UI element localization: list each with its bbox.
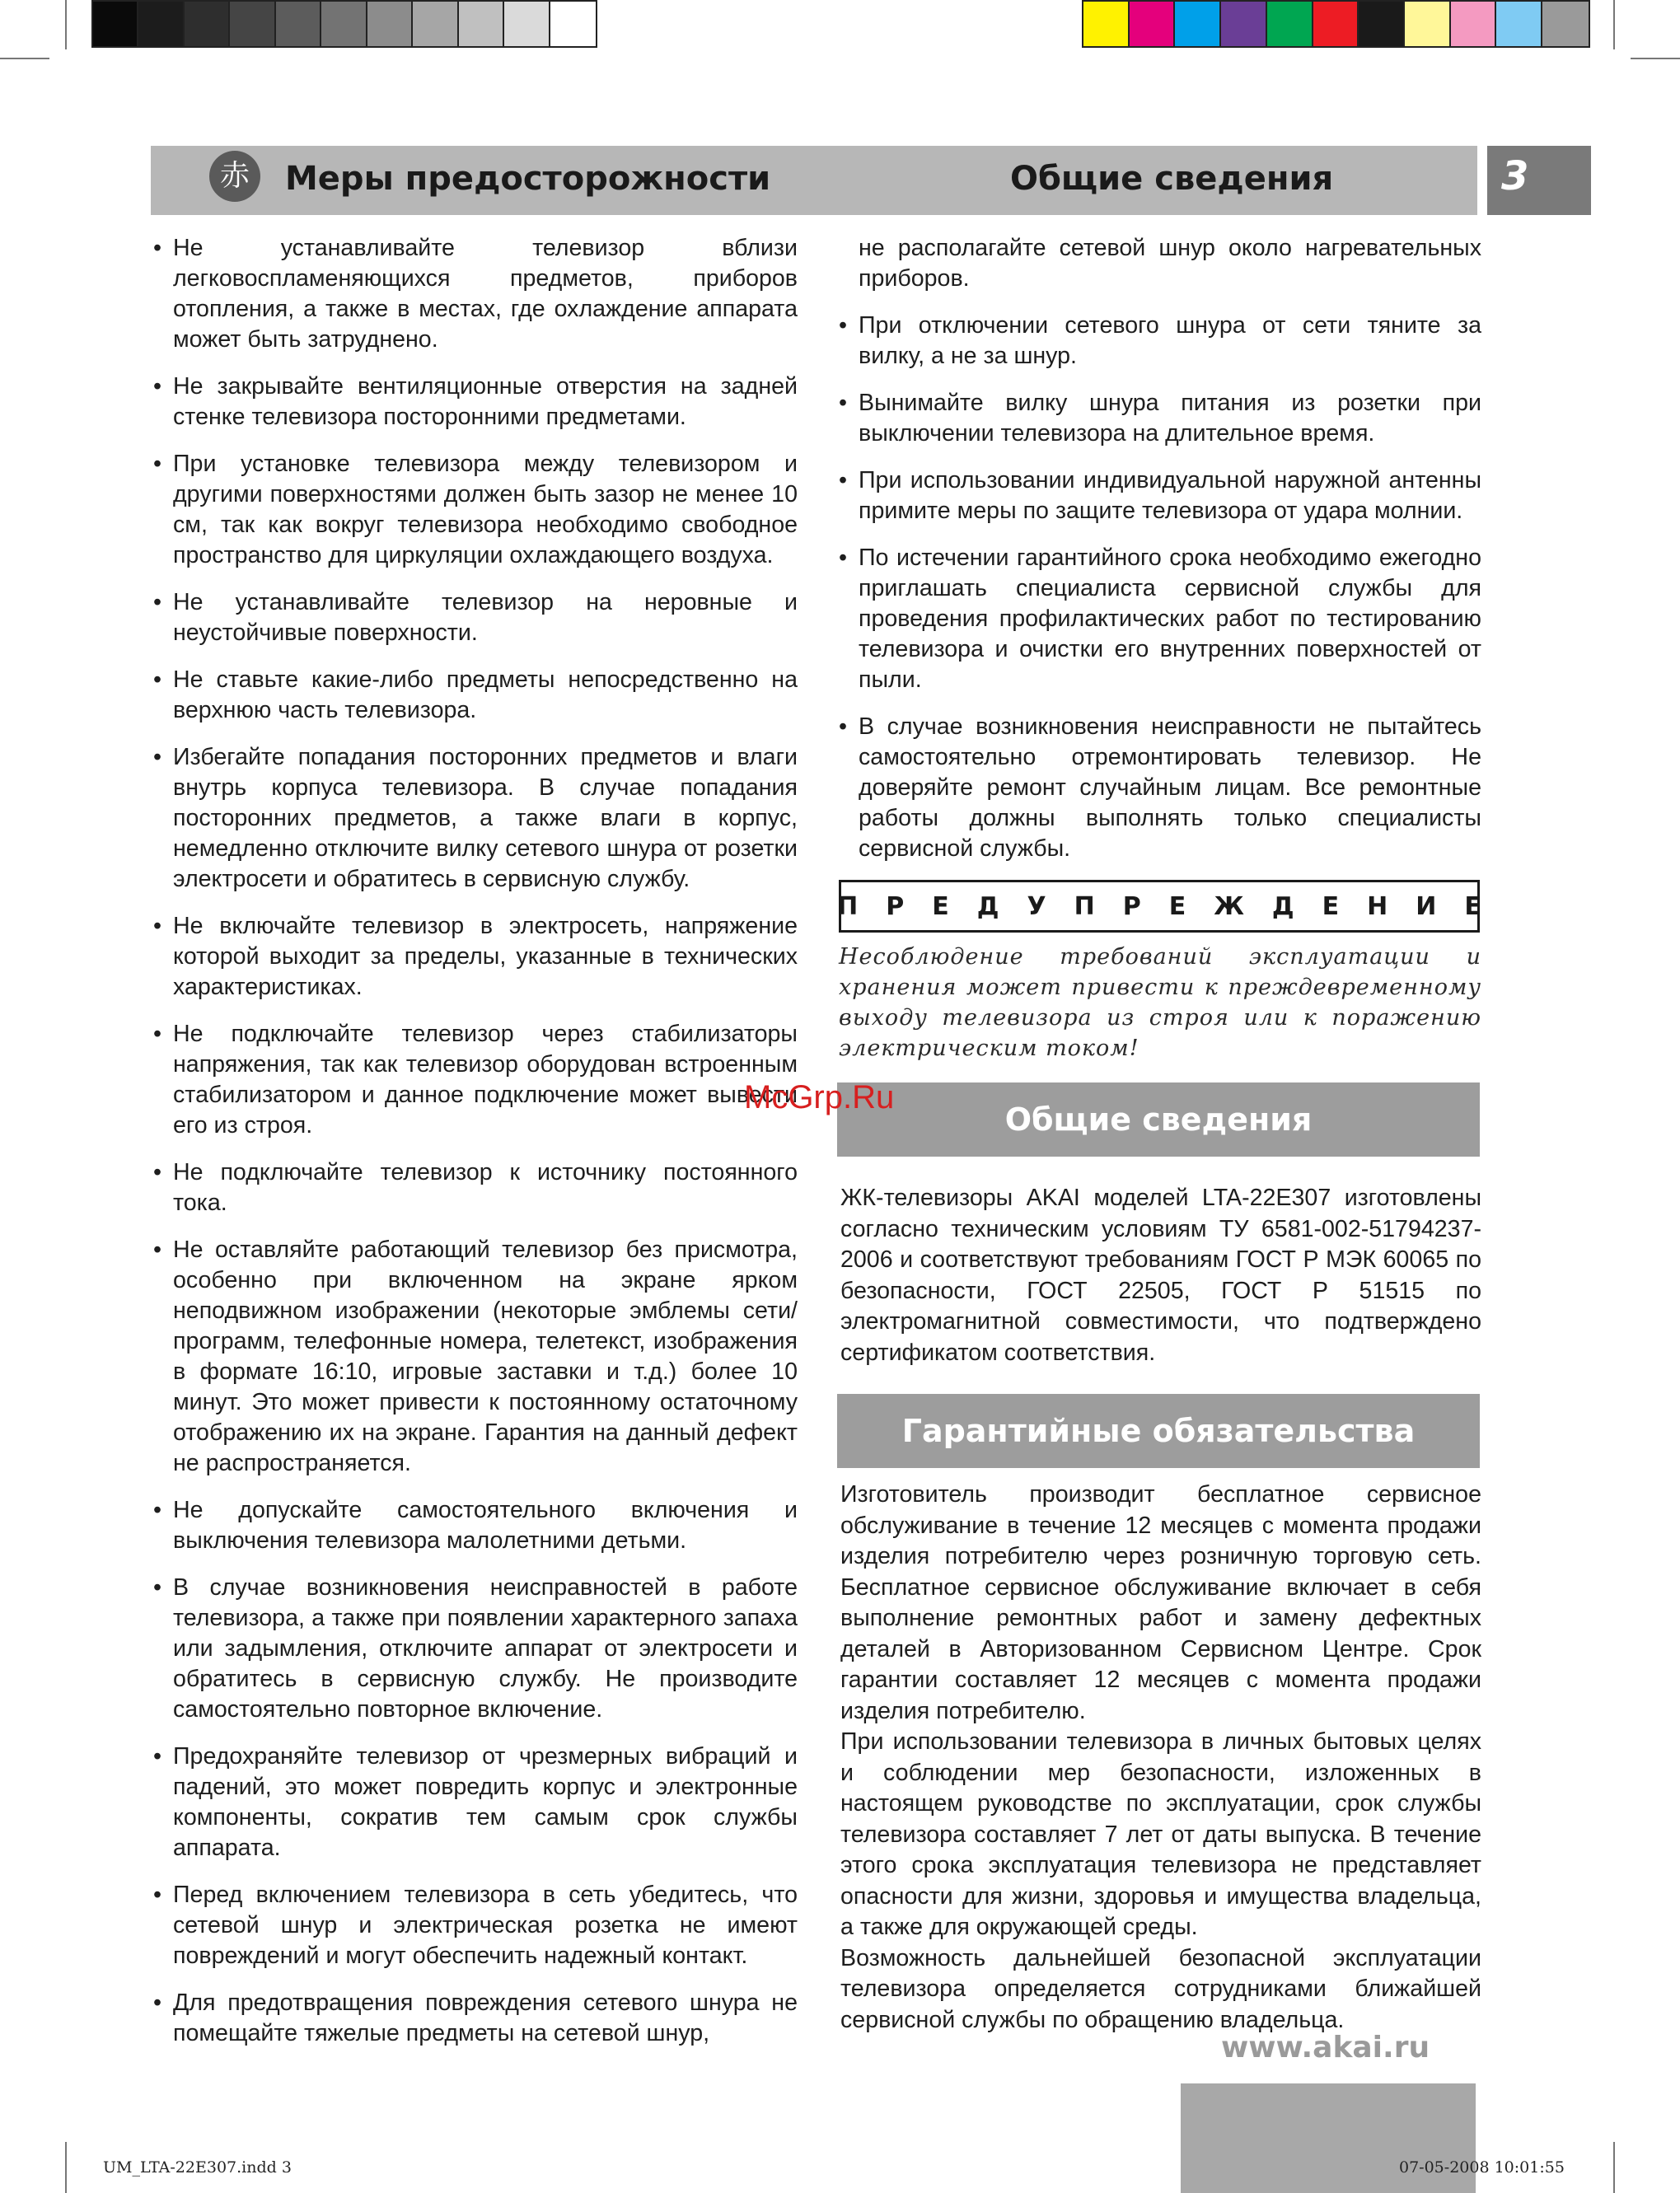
color-calibration-bar <box>1082 0 1590 48</box>
section-title-general: Общие сведения <box>1010 160 1334 198</box>
color-swatch <box>93 2 138 46</box>
list-item-continuation: не располагайте сетевой шнур около нагревательных приборов. <box>859 235 1481 292</box>
warranty-paragraph: Возможность дальнейшей безопасной эксплуатации телевизора определяется сотрудниками ближайшей сервисной службы по обращению владельца. <box>840 1944 1481 2033</box>
color-swatch <box>1130 2 1176 46</box>
warranty-text <box>840 1480 1481 2036</box>
warranty-band <box>837 1394 1480 1468</box>
warranty-paragraph: При использовании телевизора в личных бытовых целях и соблюдении мер безопасности, изложенных в настоящем руководстве по эксплуатации, срок службы телевизора составляет 7 лет от даты выпуска. В течение этого срока эксплуатация телевизора не представляет опасности для жизни, здоровья и имущества владельца, а также для окружающей среды. <box>840 1728 1481 1940</box>
warranty-paragraph: Изготовитель производит бесплатное сервисное обслуживание в течение 12 месяцев с момента продажи изделия потребителю через розничную торговую сеть. Бесплатное сервисное обслуживание включает в себя выполнение ремонтных работ и замену дефектных деталей в Авторизованном Сервисном Центре. Срок гарантии составляет 12 месяцев с момента продажи изделия потребителю. <box>840 1481 1481 1724</box>
color-swatch <box>185 2 230 46</box>
warning-text: Несоблюдение требований эксплуатации и хранения может привести к преждевременному выходу телевизора из строя или к поражению электрическим током! <box>839 944 1481 1061</box>
page-number: 3 <box>1501 153 1529 199</box>
list-item: • Вынимайте вилку шнура питания из розетки при выключении телевизора на длительное время. <box>839 390 1481 447</box>
color-swatch <box>413 2 458 46</box>
color-swatch <box>1542 2 1589 46</box>
color-swatch <box>1175 2 1221 46</box>
color-swatch <box>550 2 596 46</box>
list-item: • Для предотвращения повреждения сетевого шнура не помещайте тяжелые предметы на сетевой шнур, <box>153 1990 798 2046</box>
list-item: • При использовании индивидуальной наружной антенны примите меры по защите телевизора от удара молнии. <box>839 467 1481 524</box>
list-item: • При отключении сетевого шнура от сети тяните за вилку, а не за шнур. <box>839 312 1481 369</box>
timestamp: 07-05-2008 10:01:55 <box>1399 2158 1565 2177</box>
color-swatch <box>1405 2 1451 46</box>
color-swatch <box>321 2 367 46</box>
website-link[interactable]: www.akai.ru <box>1221 2031 1430 2064</box>
list-item: • В случае возникновения неисправности не пытайтесь самостоятельно отремонтировать телевизор. Не доверяйте ремонт случайным лицам. Все ремонтные работы должны выполнять только специалисты сервисной службы. <box>839 713 1481 862</box>
list-item: • Перед включением телевизора в сеть убедитесь, что сетевой шнур и электрическая розетка не имеют повреждений и могут обеспечить надежный контакт. <box>153 1882 798 1969</box>
crop-mark <box>65 2142 67 2193</box>
warning-title: ПРЕДУПРЕЖДЕНИЕ <box>837 891 1509 921</box>
list-item: • По истечении гарантийного срока необходимо ежегодно приглашать специалиста сервисной службы для проведения профилактических работ по тестированию телевизора и очистки его внутренних поверхностей от пыли. <box>839 545 1481 693</box>
color-swatch <box>138 2 184 46</box>
watermark: McGrp.Ru <box>744 1079 895 1115</box>
list-item: • Предохраняйте телевизор от чрезмерных вибраций и падений, это может повредить корпус и электронные компоненты, сократив тем самым срок службы аппарата. <box>153 1743 798 1861</box>
section-title-precautions: Меры предосторожности <box>285 160 771 198</box>
list-item: • Не ставьте какие-либо предметы непосредственно на верхнюю часть телевизора. <box>153 666 798 723</box>
list-item: • Избегайте попадания посторонних предметов и влаги внутрь корпуса телевизора. В случае попадания посторонних предметов, а также влаги в корпус, немедленно отключите вилку сетевого шнура от розетки электросети и обратитесь в сервисную службу. <box>153 744 798 892</box>
list-item: • Не устанавливайте телевизор вблизи легковоспламеняющихся предметов, приборов отопления, а также в местах, где охлаждение аппарата может быть затруднено. <box>153 235 798 353</box>
general-info-text: ЖК-телевизоры AKAI моделей LTA-22E307 изготовлены согласно техническим условиям ТУ 6581-002-51794237-2006 и соответствуют требованиям ГОСТ Р МЭК 60065 по безопасности, ГОСТ 22505, ГОСТ Р 51515 по электромагнитной совместимости, что подтверждено сертификатом соответствия. <box>840 1185 1481 1366</box>
list-item: • Не допускайте самостоятельного включения и выключения телевизора малолетними детьми. <box>153 1497 798 1554</box>
color-swatch <box>459 2 504 46</box>
general-info-title: Общие сведения <box>1004 1101 1313 1138</box>
color-swatch <box>504 2 550 46</box>
list-item: • Не устанавливайте телевизор на неровные и неустойчивые поверхности. <box>153 589 798 646</box>
color-swatch <box>1451 2 1497 46</box>
crop-mark <box>0 58 49 59</box>
precautions-list-continued <box>839 233 1481 881</box>
color-swatch <box>230 2 275 46</box>
list-item: • Не подключайте телевизор к источнику постоянного тока. <box>153 1159 798 1216</box>
list-item: • Не оставляйте работающий телевизор без присмотра, особенно при включенном на экране ярком неподвижном изображении (некоторые эмблемы сети/программ, телефонные номера, телетекст, изображения в формате 16:10, игровые заставки и т.д.) более 10 минут. Это может привести к постоянному остаточному отображению их на экране. Гарантия на данный дефект не распространяется. <box>153 1237 798 1476</box>
color-swatch <box>1496 2 1542 46</box>
list-item: • Не закрывайте вентиляционные отверстия на задней стенке телевизора посторонними предметами. <box>153 373 798 430</box>
list-item: • При установке телевизора между телевизором и другими поверхностями должен быть зазор не менее 10 см, так как вокруг телевизора необходимо свободное пространство для циркуляции охлаждающего воздуха. <box>153 451 798 568</box>
color-swatch <box>1313 2 1359 46</box>
general-info-band <box>837 1082 1480 1157</box>
color-swatch <box>1083 2 1130 46</box>
crop-mark <box>1613 0 1615 49</box>
color-swatch <box>1221 2 1267 46</box>
color-swatch <box>367 2 413 46</box>
crop-mark <box>65 0 67 49</box>
precautions-list <box>153 233 798 2065</box>
color-swatch <box>276 2 321 46</box>
warning-box <box>837 880 1509 933</box>
file-info: UM_LTA-22E307.indd 3 <box>103 2158 292 2177</box>
color-swatch <box>1267 2 1313 46</box>
gray-calibration-bar <box>91 0 597 48</box>
crop-mark <box>1631 58 1680 59</box>
list-item: • В случае возникновения неисправностей в работе телевизора, а также при появлении характерного запаха или задымления, отключите аппарат от электросети и обратитесь в сервисную службу. Не производите самостоятельно повторное включение. <box>153 1574 798 1723</box>
list-item: • Не включайте телевизор в электросеть, напряжение которой выходит за пределы, указанные в технических характеристиках. <box>153 913 798 1000</box>
hieroglyph-icon: 赤 <box>209 151 260 202</box>
color-swatch <box>1359 2 1405 46</box>
crop-mark <box>1613 2142 1615 2193</box>
footer-box <box>1181 2083 1476 2193</box>
warranty-title: Гарантийные обязательства <box>901 1413 1416 1449</box>
list-item: • Не подключайте телевизор через стабилизаторы напряжения, так как телевизор оборудован встроенным стабилизатором и данное подключение может вывести его из строя. <box>153 1021 798 1139</box>
